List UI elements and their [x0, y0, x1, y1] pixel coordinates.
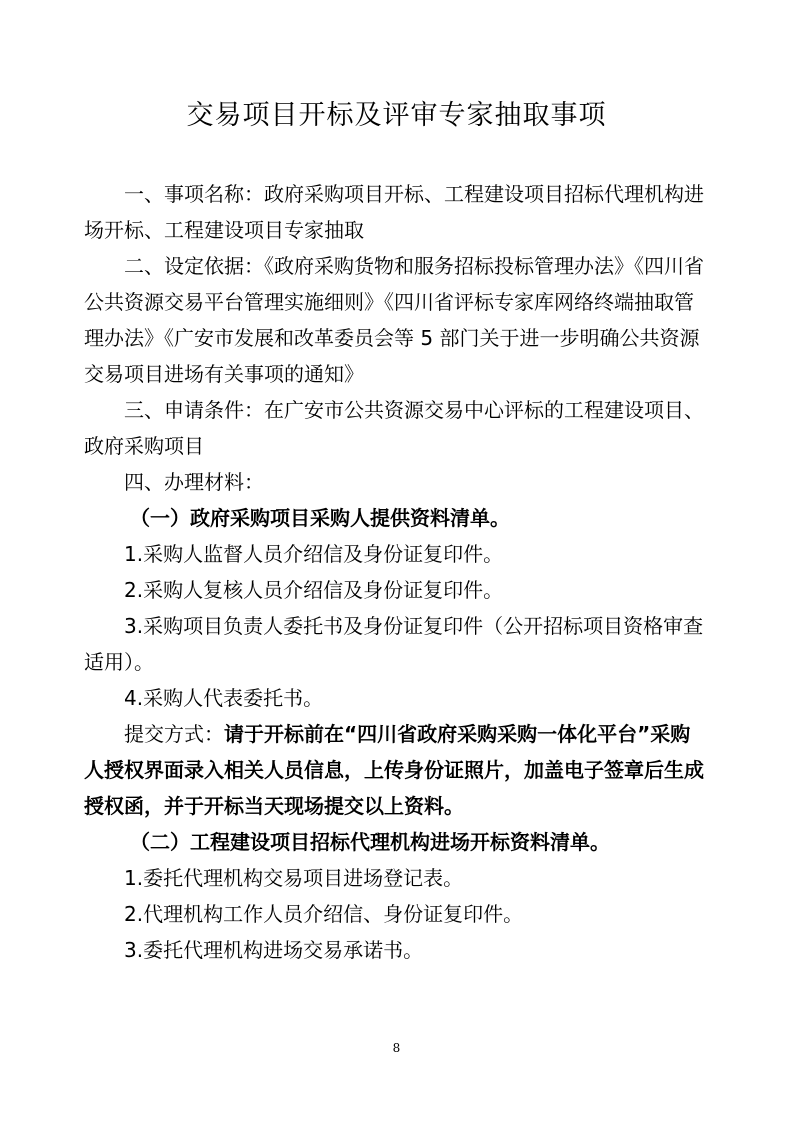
document-body [84, 176, 704, 968]
section1-item-1: 1.采购人监督人员介绍信及身份证复印件。 [124, 542, 504, 566]
section2-heading: （二）工程建设项目招标代理机构进场开标资料清单。 [130, 830, 610, 854]
section1-item-4: 4.采购人代表委托书。 [124, 686, 324, 710]
section2-item-3: 3.委托代理机构进场交易承诺书。 [124, 938, 424, 962]
document-title: 交易项目开标及评审专家抽取事项 [186, 100, 607, 131]
section2-item-2: 2.代理机构工作人员介绍信、身份证复印件。 [124, 902, 524, 926]
paragraph-conditions: 三、申请条件：在广安市公共资源交易中心评标的工程建设项目、政府采购项目 [84, 398, 704, 458]
submit-method-label: 提交方式： [124, 722, 224, 746]
paragraph-materials: 四、办理材料： [124, 470, 264, 494]
paragraph-item-name: 一、事项名称：政府采购项目开标、工程建设项目招标代理机构进场开标、工程建设项目专家抽取 [84, 182, 704, 242]
section1-item-2: 2.采购人复核人员介绍信及身份证复印件。 [124, 578, 504, 602]
submit-method-text: 请于开标前在“四川省政府采购采购一体化平台”采购人授权界面录入相关人员信息，上传身份证照片，加盖电子签章后生成授权函，并于开标当天现场提交以上资料。 [84, 722, 704, 818]
page-number: 8 [392, 1041, 401, 1055]
section2-item-1: 1.委托代理机构交易项目进场登记表。 [124, 866, 464, 890]
section1-item-3: 3.采购项目负责人委托书及身份证复印件（公开招标项目资格审查适用）。 [84, 614, 704, 674]
section1-submit-method [84, 716, 704, 824]
section1-heading: （一）政府采购项目采购人提供资料清单。 [130, 506, 510, 530]
paragraph-legal-basis: 二、设定依据：《政府采购货物和服务招标投标管理办法》《四川省公共资源交易平台管理实施细则》《四川省评标专家库网络终端抽取管理办法》《广安市发展和改革委员会等 5 部门关于进一步明确公共资源交易项目进场有关事项的通知》 [84, 254, 704, 386]
